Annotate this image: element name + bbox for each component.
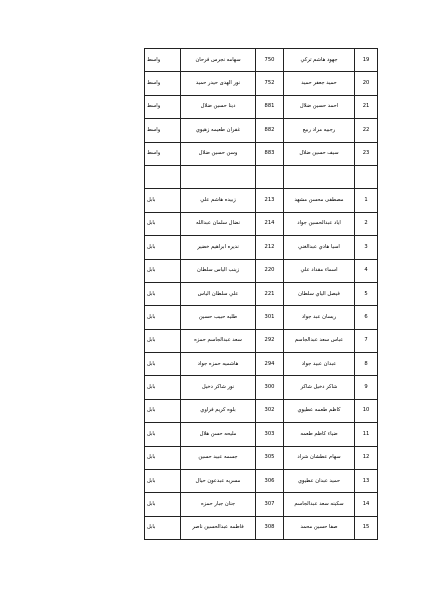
name-cell-secondary: جنان جبار حمزه [181,493,256,516]
number-cell: 882 [256,119,284,142]
name-cell-primary: حميد جعفر حميد [284,72,355,95]
table-row [145,212,378,235]
table-row [145,95,378,118]
number-cell: 305 [256,446,284,469]
number-cell [256,165,284,188]
name-cell-primary: رجبيه مراد ربيع [284,119,355,142]
index-cell: 2 [355,212,378,235]
index-cell: 1 [355,189,378,212]
table-row [145,49,378,72]
table-row [145,306,378,329]
table-row [145,329,378,352]
table-row [145,119,378,142]
name-cell-secondary: فاطمه عبدالحسين ناصر [181,516,256,539]
index-cell: 7 [355,329,378,352]
number-cell: 300 [256,376,284,399]
index-cell: 9 [355,376,378,399]
province-cell: بابل [145,353,181,376]
name-cell-primary: فيصل الياي سلطان [284,282,355,305]
number-cell: 221 [256,282,284,305]
province-cell: بابل [145,236,181,259]
name-cell-primary: عبدان عبيد جواد [284,353,355,376]
name-cell-secondary: دينا حسين ضلال [181,95,256,118]
name-cell-secondary: زينب الياس سلطان [181,259,256,282]
index-cell: 3 [355,236,378,259]
name-cell-secondary: مسريه عبدعون حيال [181,470,256,493]
name-cell-primary [284,165,355,188]
name-cell-primary: ضياء كاظم طعمه [284,423,355,446]
province-cell: بابل [145,306,181,329]
name-cell-secondary: مليحه حسن هلال [181,423,256,446]
name-cell-secondary: نديره ابراهيم خضير [181,236,256,259]
number-cell: 306 [256,470,284,493]
index-cell: 11 [355,423,378,446]
province-cell: بابل [145,399,181,422]
index-cell: 21 [355,95,378,118]
province-cell: بابل [145,212,181,235]
index-cell: 12 [355,446,378,469]
province-cell: بابل [145,493,181,516]
name-cell-secondary: نور الهدى حيدر حميد [181,72,256,95]
number-cell: 308 [256,516,284,539]
table-row [145,446,378,469]
province-cell: واسط [145,119,181,142]
table-row [145,72,378,95]
index-cell: 20 [355,72,378,95]
number-cell: 752 [256,72,284,95]
number-cell: 292 [256,329,284,352]
table-row [145,493,378,516]
index-cell: 10 [355,399,378,422]
index-cell: 6 [355,306,378,329]
roster-table [144,48,378,540]
index-cell: 14 [355,493,378,516]
index-cell: 5 [355,282,378,305]
name-cell-primary: حميد عبدان عطيوي [284,470,355,493]
name-cell-secondary: نضال سلمان عبدالله [181,212,256,235]
number-cell: 302 [256,399,284,422]
number-cell: 294 [256,353,284,376]
table-row [145,259,378,282]
index-cell: 22 [355,119,378,142]
name-cell-secondary: علي سلطان الياس [181,282,256,305]
province-cell: واسط [145,49,181,72]
table-row [145,399,378,422]
name-cell-primary: اسماء مقداد علي [284,259,355,282]
table-row [145,236,378,259]
name-cell-primary: سكينه سعد عبدالجاسم [284,493,355,516]
separator-row [145,165,378,188]
name-cell-primary: سهام عطشان شراد [284,446,355,469]
name-cell-secondary: زبيده هاشم علي [181,189,256,212]
name-cell-secondary: نور شاكر دخيل [181,376,256,399]
name-cell-primary: احمد حسين ضلال [284,95,355,118]
province-cell [145,165,181,188]
number-cell: 214 [256,212,284,235]
province-cell: بابل [145,470,181,493]
name-cell-primary: مصطفى محسن مشهد [284,189,355,212]
number-cell: 301 [256,306,284,329]
number-cell: 303 [256,423,284,446]
table-row [145,376,378,399]
name-cell-primary: جهود هاشم تركي [284,49,355,72]
number-cell: 881 [256,95,284,118]
name-cell-primary: شاكر دخيل شاكر [284,376,355,399]
table-row [145,353,378,376]
name-cell-primary: ريسان عبد جواد [284,306,355,329]
table-row [145,189,378,212]
name-cell-primary: كاظم طعمه عطيوي [284,399,355,422]
table-row [145,142,378,165]
index-cell: 23 [355,142,378,165]
name-cell-secondary: غفران طعيمه زهيوي [181,119,256,142]
index-cell: 8 [355,353,378,376]
province-cell: واسط [145,95,181,118]
province-cell: بابل [145,446,181,469]
table-row [145,470,378,493]
name-cell-primary: سيف حسين ضلال [284,142,355,165]
number-cell: 750 [256,49,284,72]
province-cell: بابل [145,329,181,352]
name-cell-secondary: سعد عبدالجاسم حمزه [181,329,256,352]
name-cell-primary: اسيا هادي عبدالغني [284,236,355,259]
province-cell: بابل [145,259,181,282]
name-cell-primary: صفا حسين محمد [284,516,355,539]
name-cell-secondary: جسمه عبيد حسين [181,446,256,469]
province-cell: واسط [145,72,181,95]
province-cell: بابل [145,189,181,212]
index-cell: 19 [355,49,378,72]
number-cell: 883 [256,142,284,165]
name-cell-secondary [181,165,256,188]
table-row [145,423,378,446]
name-cell-primary: عباس سعد عبدالجاسم [284,329,355,352]
index-cell [355,165,378,188]
number-cell: 220 [256,259,284,282]
name-cell-secondary: وسن حسين ضلال [181,142,256,165]
name-cell-primary: اياد عبدالحسين جواد [284,212,355,235]
name-cell-secondary: سهامه نجرس فرحان [181,49,256,72]
number-cell: 307 [256,493,284,516]
table-row [145,282,378,305]
province-cell: بابل [145,282,181,305]
roster-body [145,49,378,540]
number-cell: 213 [256,189,284,212]
province-cell: بابل [145,376,181,399]
index-cell: 15 [355,516,378,539]
province-cell: واسط [145,142,181,165]
index-cell: 13 [355,470,378,493]
province-cell: بابل [145,423,181,446]
number-cell: 212 [256,236,284,259]
table-row [145,516,378,539]
province-cell: بابل [145,516,181,539]
index-cell: 4 [355,259,378,282]
name-cell-secondary: طليه حبيب حسين [181,306,256,329]
name-cell-secondary: هاشميه حمزه جواد [181,353,256,376]
name-cell-secondary: بلوه كريم فراوي [181,399,256,422]
